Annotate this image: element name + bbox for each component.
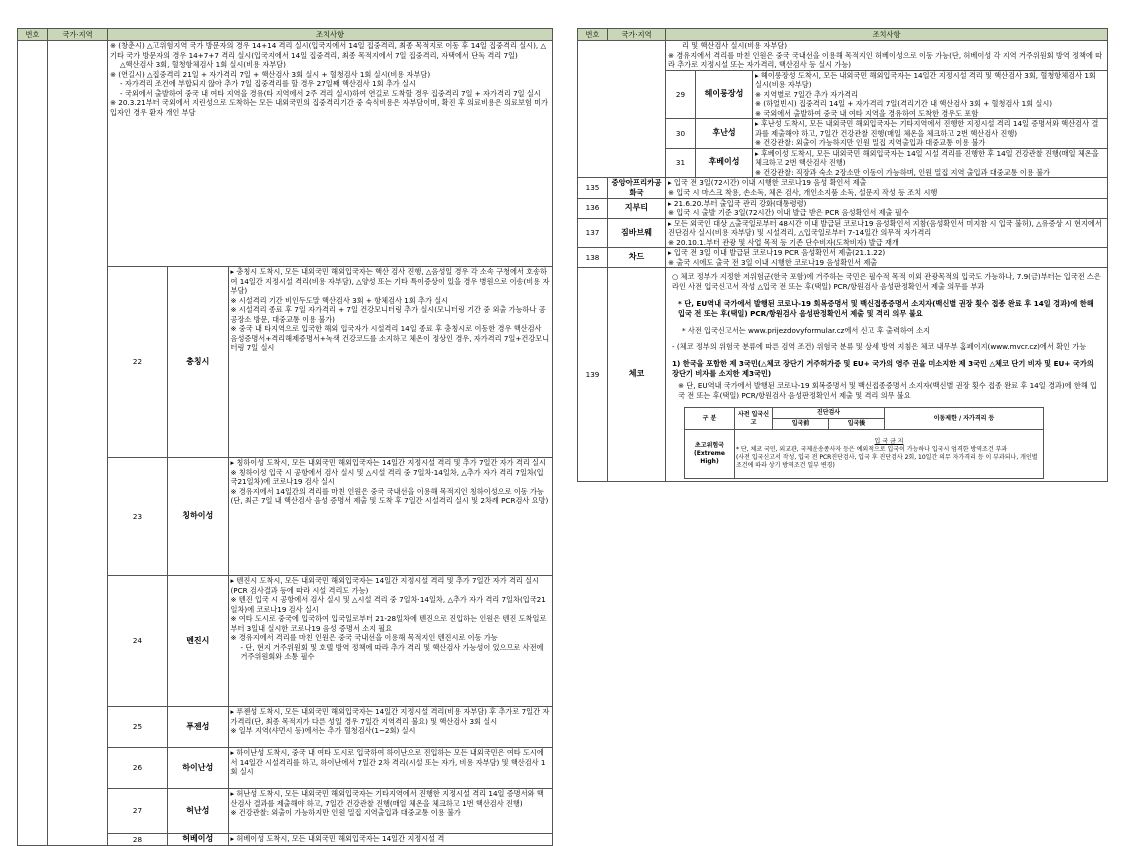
text-line: ※ 입국 시 출발 기준 3일(72시간) 이내 발급 받은 PCR 음성확인서 제출 필수 [668,208,909,218]
mini-row-label: 초고위험국 (Extreme High) [685,430,735,479]
row-measure [228,267,552,457]
row-measure [228,576,552,706]
country-name: 차드 [608,248,666,268]
czech-exception: * 단, EU역내 국가에서 발행된 코로나-19 회복증명서 및 백신접종증명서 소지자(백신별 권장 횟수 접종 완료 후 14일 경과)에 한해 입국 전 또는 후(택일) PCR/항원검사 음성판정확인서 제출 및 격리 의무 불요 [678,298,1094,319]
table-row [578,178,1108,199]
row-no: 30 [666,119,696,149]
czech-notice: ○ 체코 정부가 지정한 저위험군(한국 포함)에 거주하는 국민은 필수적 목적 이외 관광목적의 입국도 가능하나, 7.9(금)부터는 입국전 스은라인 사전 입국신고서 작성 △입국 전 또는 후(택일) PCR/항원검사 음성판정확인서 제출 의무를 부과 [672,272,1101,292]
text-line: ※ 출국 시에도 출국 전 3일 이내 시행한 코로나19 음성확인서 제출 [668,257,878,267]
header-region: 국가·지역 [48,29,108,41]
row-measure [228,834,552,845]
text-line: ※ 칭하이성 입국 시 공항에서 검사 실시 및 △시설 격리 중 7일차·14일차, △추가 자가 격리 7일차(입국21일차)에 코로나19 검사 실시 [230,467,544,486]
row-no: 25 [108,707,168,748]
header-region: 국가·지역 [608,29,666,41]
left-page [17,28,553,844]
row-no: 26 [108,748,168,789]
text-line: ▸ 허난성 도착시, 모든 내외국민 해외입국자는 기타지역에서 진행한 지정시설 격리 14일 증명서와 핵산검사 결과를 제출해야 하고, 7일간 건강관찰 진행(매일 체온을 체크하고 1번 핵산검사 진행) [230,789,544,808]
row-measure [666,198,1108,218]
row-no: 27 [108,789,168,834]
text-line: ▸ 칭하이성 도착시, 모든 내외국민 해외입국자는 14일간 지정시설 격리 및 추가 7일간 자가 격리 실시 [230,458,546,467]
region-name: 헤이룽장성 [696,70,753,119]
region-name: 허베이성 [168,834,228,845]
text-line: ※ 20.3.21부터 국외에서 지린성으로 도착하는 모든 내외국민의 집중격리기간 중 숙식비용은 자부담이며, 확진 후 의료비용은 의료보험 미가입자인 경우 환자 개인 부담 [110,98,549,117]
text-line: 리 및 핵산검사 실시(비용 자부담) [682,41,788,50]
text-line: ※ 20.10.1.부터 관광 및 사업 목적 등 기존 단수비자(도착비자) 발급 재개 [668,237,899,247]
table-row [578,218,1108,248]
row-no: 135 [578,178,608,199]
mini-row-line: (사전 입국신고서 작성, 입국 전 PCR진단검사, 입국 후 진단검사 2회, 10일간 의무 자가격리 등 이 부과되나, 개인별 조건에 따라 상기 방역조건 일부 변경) [736,454,1038,469]
mini-header-test: 진단검사 [773,408,885,419]
right-header-row [578,29,1108,41]
text-line: ▸ 푸젠성 도착시, 모든 내외국민 해외입국자는 14일간 지정시설 격리(비용 자부담) 후 추가로 7일간 자가격리(단, 최종 목적지가 다른 성일 경우 7일간 지역격리 불요) 및 핵산검사 3회 실시 [230,707,550,726]
text-line: ※ 중국 내 타지역으로 입국한 해외 입국자가 시설격리 14일 종료 후 충칭시로 이동한 경우 핵산검사 음성증명서+격리해제증명서+녹색 건강코드를 소지하고 체온이 정상인 경우, 자가격리 7일+건강모니터링 7일 실시 [230,324,550,352]
text-line: ※ 지역별로 7일간 추가 자가격리 [755,89,859,99]
text-line: ※ 경유지에서 격리를 마친 인원은 중국 국내선을 이용해 목적지인 허베이성으로 이동 가능(단, 허베이성 각 지역 거주위원회 방역 정책에 따라 추가로 지정시설 또는 자가격리, 핵산검사 등 실시 가능) [668,50,1103,69]
region-name: 칭하이성 [168,458,228,575]
row-measure [228,458,552,575]
country-name: 지부티 [608,198,666,218]
mini-header-type: 구 분 [685,408,735,430]
czech-risk-table [684,407,1044,479]
text-line: ▸ 충칭시 도착시, 모든 내외국민 해외입국자는 핵산 검사 진행, △음성일 경우 각 소속 구청에서 호송하여 14일간 지정시설 격리(비용 자부담), △양성 또는 기타 특이증상이 있을 경우 병원으로 이송(비용 자부담) [230,267,550,295]
row-measure [228,707,552,747]
row-measure-czech [666,268,1108,482]
header-no: 번호 [578,29,608,41]
mini-header-after: 입국後 [829,419,885,430]
text-line: ▸ 입국 전 3일(72시간) 이내 시행한 코로나19 음성 확인서 제출 [668,178,867,187]
row-no: 31 [666,148,696,178]
country-name: 짐바브웨 [608,218,666,248]
region-name: 충칭시 [168,267,228,457]
row-measure [228,789,552,833]
mini-row-title: 입 국 금 지 [874,438,904,446]
czech-third-country: 1) 한국을 포함한 제 3국민(△체코 장단기 거주허가증 및 EU+ 국가의 영주 권을 미소지한 제 3국민 △체코 단기 비자 및 EU+ 국가의 장단기 비자를 소지한 제3국민) [672,358,1094,379]
row-measure [228,748,552,788]
table-row [18,41,553,267]
czech-exception-2: ※ 단, EU역내 국가에서 발행된 코로나-19 회복증명서 및 백신접종증명서 소지자(백신별 권장 횟수 접종 완료 후 14일 경과)에 한해 입국 전 또는 후(택일) PCR/항원검사 음성판정확인서 제출 및 격리 의무 불요 [678,380,1098,400]
region-name: 톈진시 [168,576,228,706]
czech-risk-note: - (체코 정부의 위험국 분류에 따른 검역 조건) 위험국 분류 및 상세 방역 지침은 체코 내무부 홈페이지(www.mvcr.cz)에서 확인 가능 [672,342,1087,352]
row-measure [753,70,1108,119]
left-measures-table [17,28,553,846]
right-measures-table [577,28,1108,482]
text-line: ▸ 헤이룽장성 도착시, 모든 내외국민 해외입국자는 14일간 지정시설 격리 및 핵산검사 3회, 혈청항체검사 1회 실시(비용 자부담) [755,70,1096,89]
czech-form-note: * 사전 입국신고서는 www.prijezdovyformular.cz에서 신고 후 출력하여 소지 [682,325,930,335]
header-no: 번호 [18,29,48,41]
text-line: ▸ 하이난성 도착시, 중국 내 여타 도시로 입국하여 하이난으로 진입하는 모든 내외국민은 여타 도시에서 14일간 시설격리를 하고, 하이난에서 7일간 2차 격리(시설 또는 자가, 비용 자부담) 및 핵산검사 1회 실시 [230,748,546,776]
text-line: ▸ 모든 외국인 대상 △출국일로부터 48시간 이내 발급된 코로나19 음성확인서 지참(음성확인서 미지참 시 입국 불허), △유증상 시 현지에서 진단검사 실시(비용 자부담) 및 시설격리, △입국일로부터 7-14일간 의무적 자가격리 [668,218,1102,238]
text-line: - 단, 현지 거주위원회 및 호텔 방역 정책에 따라 추가 격리 및 핵산검사 가능성이 있으므로 사전에 거주위원회와 소통 필수 [240,642,544,661]
row-measure [753,119,1108,149]
text-line: ※ 입국 시 마스크 착용, 손소독, 체온 검사, 개인소지품 소독, 설문지 작성 등 조치 시행 [668,187,938,197]
text-line: △핵산검사 3회, 혈청항체검사 1회 실시(비용 자부담) [120,60,286,69]
table-row [578,248,1108,268]
mini-row-line: * 단, 체코 국민, 외교관, 국제운송종사자 등은 예외적으로 입국이 가능하나 입국시 엄격한 방역조건 부과 [736,446,1008,454]
header-measure: 조치사항 [108,29,553,41]
row-no: 136 [578,198,608,218]
row-measure [753,148,1108,178]
table-row [578,41,1108,71]
text-line: ▸ 톈진시 도착시, 모든 내외국민 해외입국자는 14일간 지정시설 격리 및 추가 7일간 자가 격리 실시(PCR 검사결과 등에 따라 시설 격리도 가능) [230,576,539,595]
row-measure-hebei-cont [666,41,1108,71]
row-measure [666,178,1108,199]
row-measure [666,248,1108,268]
text-line: ※ 경유지에서 격리를 마친 인원은 중국 국내선을 이용해 목적지인 톈진시로 이동 가능 [230,633,498,642]
row-no: 24 [108,576,168,707]
row-no: 22 [108,267,168,458]
text-line: - 자가격리 조건에 부합되지 않아 추가 7일 집중격리를 할 경우 27일째 핵산검사 1회 추가 실시 [120,79,416,88]
text-line: ※ (연길시) △집중격리 21일 + 자가격리 7일 + 핵산검사 3회 실시 + 혈청검사 1회 실시(비용 자부담) [110,69,431,79]
row-no: 139 [578,268,608,482]
text-line: ▸ 입국 전 3일 이내 발급된 코로나19 PCR 음성확인서 제출(21.1.22) [668,248,886,258]
row-no: 23 [108,458,168,576]
table-row [578,268,1108,482]
table-row [578,198,1108,218]
text-line: ※ 건강관찰: 직장과 숙소 2장소만 이동이 가능하며, 인원 밀집 지역 출입과 대중교통 이용 불가 [755,167,1050,177]
text-line: ※ 건강관찰: 외출이 가능하지만 인원 밀집 지역출입과 대중교통 이용 불가 [755,138,986,147]
right-page [577,28,1108,741]
region-name: 후베이성 [696,148,753,178]
row-no: 138 [578,248,608,268]
text-line: ※ (창춘시) △고위험지역 국가 방문자의 경우 14+14 격리 실시(입국지에서 14일 집중격리, 최종 목적지로 이동 후 14일 집중격리 실시), △기타 국가 방문자의 경우 14+7+7 격리 실시(입국지에서 14일 집중격리, 최종 목적지에서 7일 집중격리, 자택에서 단독 격리 7일) [110,41,546,60]
text-line: ▸ 21.6.20.부터 출입국 관리 강화(대통령령) [668,198,807,208]
text-line: ※ 경유지에서 14일간의 격리를 마친 인원은 중국 국내선을 이용해 목적지인 칭하이성으로 이동 가능(단, 최근 7일 내 핵산검사 음성 증명서 제출 및 도착 후 7일간 시설격리 실시 및 2차례 PCR검사 요망) [230,486,549,505]
row-measure-jilin [108,41,553,267]
region-name: 허난성 [168,789,228,833]
row-measure [666,218,1108,248]
text-line: ※ 건강관찰: 외출이 가능하지만 인원 밀집 지역출입과 대중교통 이용 불가 [230,808,461,817]
left-header-row [18,29,553,41]
text-line: - 국외에서 출발하여 중국 내 여타 지역을 경유(타 지역에서 2주 격리 실시)하여 연길로 도착할 경우 집중격리 7일 + 자가격리 7일 실시 [120,88,541,98]
text-line: ※ 일부 지역(샤먼시 등)에서는 추가 혈청검사(1~2회) 실시 [230,726,416,735]
region-name: 하이난성 [168,748,228,788]
header-measure: 조치사항 [666,29,1108,41]
mini-row-content [735,430,1044,479]
mini-header-limit: 이동제한 / 자가격리 등 [885,408,1044,430]
text-line: ▸ 후난성 도착시, 모든 내외국민 해외입국자는 기타지역에서 진행한 지정시설 격리 14일 증명서와 핵산검사 결과를 제출해야 하고, 7일간 건강관찰 진행(매일 체온을 체크하고 2번 핵산검사 진행) [755,119,1099,138]
row-no: 29 [666,70,696,119]
mini-header-report: 사전 입국신고 [735,408,773,430]
row-no: 28 [108,834,168,846]
region-name: 후난성 [696,119,753,149]
text-line: ▸ 허베이성 도착시, 모든 내외국민 해외입국자는 14일간 지정시설 격 [230,834,445,843]
text-line: ※ 시설격리 종료 후 7일 자가격리 + 7일 건강모니터링 추가 실시(모니터링 기간 중 외출 가능하나 공공장소 방문, 대중교통 이용 불가) [230,305,546,324]
text-line: ※ 톈진 입국 시 공항에서 검사 실시 및 △시설 격리 중 7일차·14일차, △추가 자가 격리 7일차(입국21일차)에 코로나19 검사 실시 [230,595,546,614]
text-line: ※ 시설격리 기간 비인두도말 핵산검사 3회 + 항체검사 1회 추가 실시 [230,295,449,305]
region-name: 푸젠성 [168,707,228,747]
text-line: ※ 국외에서 출발하여 중국 내 여타 지역을 경유하여 도착한 경우도 포함 [755,108,979,118]
country-name: 중앙아프리카공화국 [608,178,666,199]
country-name: 체코 [608,268,666,482]
row-no: 137 [578,218,608,248]
text-line: ▸ 후베이성 도착시, 모든 내외국민 해외입국자는 14일 시설 격리를 진행한 후 14일 건강관찰 진행(매일 체온을 체크하고 2번 핵산검사 진행) [755,148,1099,167]
mini-header-before: 입국前 [773,419,829,430]
text-line: ※ (하얼빈시) 집중격리 14일 + 자가격리 7일(격리기간 내 핵산검사 3회 + 혈청검사 1회 실시) [755,99,1053,108]
text-line: ※ 여타 도시로 중국에 입국하여 입국일로부터 21-28일차에 톈진으로 진입하는 인원은 톈진 도착일로부터 3일내 실시한 코로나19 음성 증명서 소지 필요 [230,614,547,633]
